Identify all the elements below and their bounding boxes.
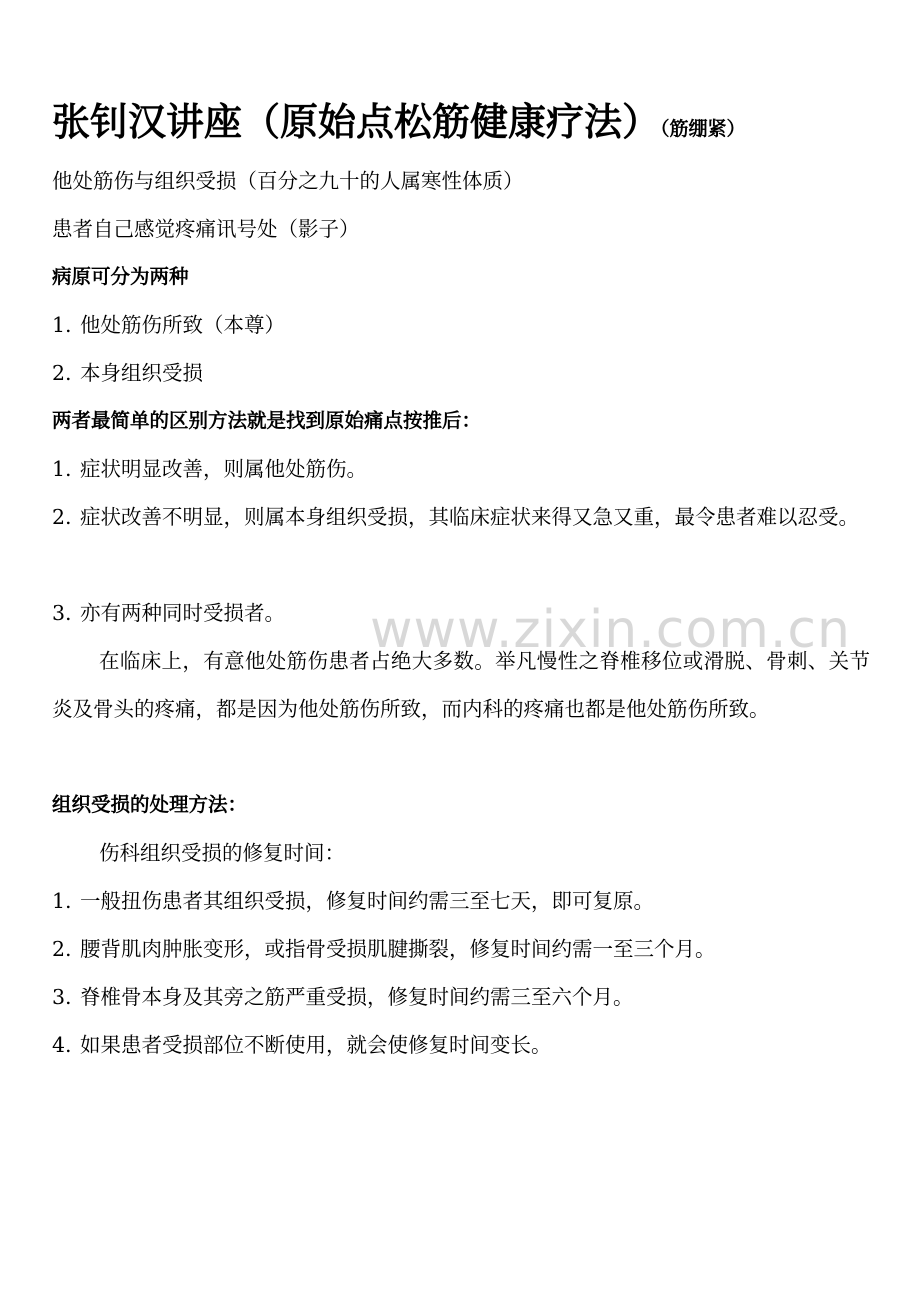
list-item-text: 症状明显改善，则属他处筋伤。 xyxy=(80,457,367,481)
list-item-number: 2. xyxy=(52,937,72,961)
list-item xyxy=(52,445,872,493)
list-item-number: 4. xyxy=(52,1033,72,1057)
list-item xyxy=(52,589,872,637)
list-item-number: 1. xyxy=(52,313,72,337)
list-item-text: 一般扭伤患者其组织受损，修复时间约需三至七天，即可复原。 xyxy=(80,889,654,913)
list-item xyxy=(52,925,872,973)
list-item-text: 亦有两种同时受损者。 xyxy=(80,601,285,625)
watermark: www.zixin.com.cn xyxy=(370,600,851,660)
title-suffix: （筋绷紧） xyxy=(660,118,746,140)
list-item xyxy=(52,349,872,397)
list-item xyxy=(52,973,872,1021)
section3-heading: 组织受损的处理方法： xyxy=(52,793,248,816)
list-item-number: 1. xyxy=(52,457,72,481)
list-item-number: 1. xyxy=(52,889,72,913)
intro-line-1: 他处筋伤与组织受损（百分之九十的人属寒性体质） xyxy=(52,169,524,193)
list-item-number: 2. xyxy=(52,505,72,529)
list-item-number: 3. xyxy=(52,601,72,625)
list-item-number: 2. xyxy=(52,361,72,385)
list-item-text: 症状改善不明显，则属本身组织受损，其临床症状来得又急又重，最令患者难以忍受。 xyxy=(80,505,859,529)
section2-heading: 两者最简单的区别方法就是找到原始痛点按推后： xyxy=(52,409,482,432)
list-item-text: 他处筋伤所致（本尊） xyxy=(80,313,285,337)
list-item xyxy=(52,877,872,925)
list-item-number: 3. xyxy=(52,985,72,1009)
body-paragraph: 在临床上，有意他处筋伤患者占绝大多数。举凡慢性之脊椎移位或滑脱、骨刺、关节炎及骨头的疼痛，都是因为他处筋伤所致，而内科的疼痛也都是他处筋伤所致。 xyxy=(52,649,870,721)
section1-heading: 病原可分为两种 xyxy=(52,265,189,288)
list-item-text: 如果患者受损部位不断使用，就会使修复时间变长。 xyxy=(80,1033,552,1057)
list-item-text: 本身组织受损 xyxy=(80,361,203,385)
intro-line-2: 患者自己感觉疼痛讯号处（影子） xyxy=(52,217,360,241)
list-item xyxy=(52,301,872,349)
page-title xyxy=(52,92,882,159)
title-main: 张钊汉讲座（原始点松筋健康疗法） xyxy=(52,100,661,144)
list-item xyxy=(52,493,870,541)
list-item xyxy=(52,1021,872,1069)
list-item-text: 腰背肌肉肿胀变形，或指骨受损肌腱撕裂，修复时间约需一至三个月。 xyxy=(80,937,716,961)
section3-subheading: 伤科组织受损的修复时间： xyxy=(99,841,345,865)
list-item-text: 脊椎骨本身及其旁之筋严重受损，修复时间约需三至六个月。 xyxy=(80,985,634,1009)
